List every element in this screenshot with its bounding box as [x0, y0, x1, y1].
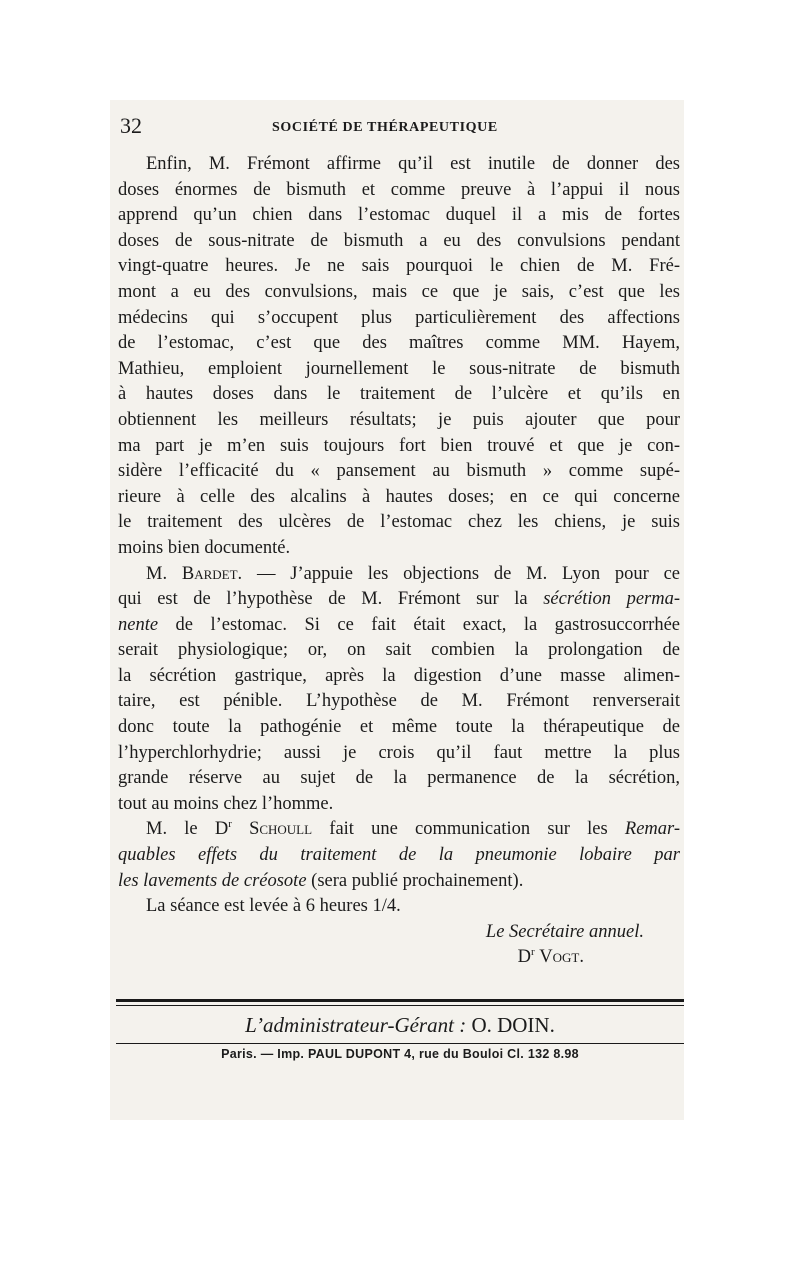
printer-imprint: Paris. — Imp. PAUL DUPONT 4, rue du Bouloi Cl. 132 8.98: [221, 1047, 579, 1061]
text-line: doses de sous-nitrate de bismuth a eu des convulsions pendant: [118, 230, 680, 251]
signature-role-text: Le Secrétaire annuel.: [485, 921, 644, 942]
text-line: médecins qui s’occupent plus particulièrement des affections: [118, 307, 680, 328]
text-line: moins bien documenté.: [118, 537, 291, 558]
text-line: donc toute la pathogénie et même toute la thérapeutique de: [118, 717, 680, 738]
text-line: [118, 817, 680, 843]
speaker-title: M.: [146, 563, 168, 584]
text-line: à hautes doses dans le traitement de l’ulcère et qu’ils en: [118, 384, 680, 405]
text-line: Mathieu, emploient journellement le sous-nitrate de bismuth: [118, 358, 680, 379]
paragraph-closing: [118, 894, 680, 920]
divider-rule-footer: [116, 1043, 684, 1044]
text-segment: qui est de l’hypothèse de M. Frémont sur la: [118, 589, 528, 610]
text-line: [118, 869, 680, 895]
paragraph-bardet: [118, 562, 680, 818]
signature-block: [118, 920, 680, 971]
running-head: SOCIÉTÉ DE THÉRAPEUTIQUE: [272, 120, 498, 135]
text-line: taire, est pénible. L’hypothèse de M. Frémont renverserait: [118, 691, 680, 712]
text-line: tout au moins chez l’homme.: [118, 793, 334, 814]
italic-title: quables effets du traitement de la pneumonie lobaire par: [118, 845, 680, 866]
administrator-line: [116, 1010, 684, 1040]
text-segment: de l’estomac. Si ce fait était exact, la gastrosuccorrhée: [175, 614, 681, 635]
page-number: 32: [120, 113, 142, 138]
page-header: [120, 112, 680, 142]
italic-term: nente: [118, 614, 159, 635]
italic-title: les lavements de créosote: [118, 870, 307, 891]
divider-rule-thick: [116, 999, 684, 1002]
paragraph-schoull: [118, 817, 680, 894]
text-line: l’hyperchlorhydrie; aussi je crois qu’il faut mettre la plus: [118, 742, 680, 763]
superscript: r: [228, 818, 232, 831]
text-line: mont a eu des convulsions, mais ce que je sais, c’est que les: [118, 281, 680, 302]
text-line: obtiennent les meilleurs résultats; je puis ajouter que pour: [118, 409, 680, 430]
text-segment: M. le D: [146, 819, 229, 840]
text-line: ma part je m’en suis toujours fort bien trouvé et que je con-: [118, 435, 680, 456]
text-line: de l’estomac, c’est que des maîtres comme MM. Hayem,: [118, 333, 680, 354]
italic-term: sécrétion perma-: [543, 589, 681, 610]
admin-label: L’administrateur-Gérant :: [245, 1013, 467, 1037]
admin-name: O. DOIN.: [471, 1013, 555, 1037]
text-segment: — J’appuie les objections de M. Lyon pour ce: [256, 563, 680, 584]
signature-role: [118, 920, 680, 946]
paragraph-fremont: [118, 152, 680, 562]
speaker-name: Bardet.: [181, 563, 243, 584]
text-line: apprend qu’un chien dans l’estomac duquel il a mis de fortes: [118, 205, 680, 226]
text-line: grande réserve au sujet de la permanence de la sécrétion,: [118, 768, 680, 789]
signature-surname: Vogt.: [539, 947, 584, 968]
text-line: sidère l’efficacité du « pansement au bismuth » comme supé-: [118, 461, 680, 482]
speaker-name: Schoull: [249, 819, 313, 840]
text-line: La séance est levée à 6 heures 1/4.: [146, 896, 401, 917]
signature-prefix: D: [517, 947, 531, 968]
text-segment: fait une communication sur les: [329, 819, 608, 840]
text-line: [118, 843, 680, 869]
superscript: r: [531, 946, 535, 959]
text-line: [118, 562, 680, 588]
text-line: la sécrétion gastrique, après la digestion d’une masse alimen-: [118, 665, 680, 686]
text-segment: (sera publié prochainement).: [311, 870, 524, 891]
text-line: le traitement des ulcères de l’estomac chez les chiens, je suis: [118, 512, 680, 533]
divider-rule-thin: [116, 1005, 684, 1006]
body-text: [118, 152, 680, 971]
text-line: vingt-quatre heures. Je ne sais pourquoi le chien de M. Fré-: [118, 256, 680, 277]
signature-name: [118, 945, 680, 971]
italic-title: Remar-: [624, 819, 681, 840]
text-line: [118, 613, 680, 639]
text-line: serait physiologique; or, on sait combien la prolongation de: [118, 640, 680, 661]
text-line: Enfin, M. Frémont affirme qu’il est inutile de donner des: [146, 154, 680, 174]
text-line: rieure à celle des alcalins à hautes doses; en ce qui concerne: [118, 486, 680, 507]
text-line: [118, 587, 680, 613]
text-line: doses énormes de bismuth et comme preuve à l’appui il nous: [118, 179, 680, 200]
